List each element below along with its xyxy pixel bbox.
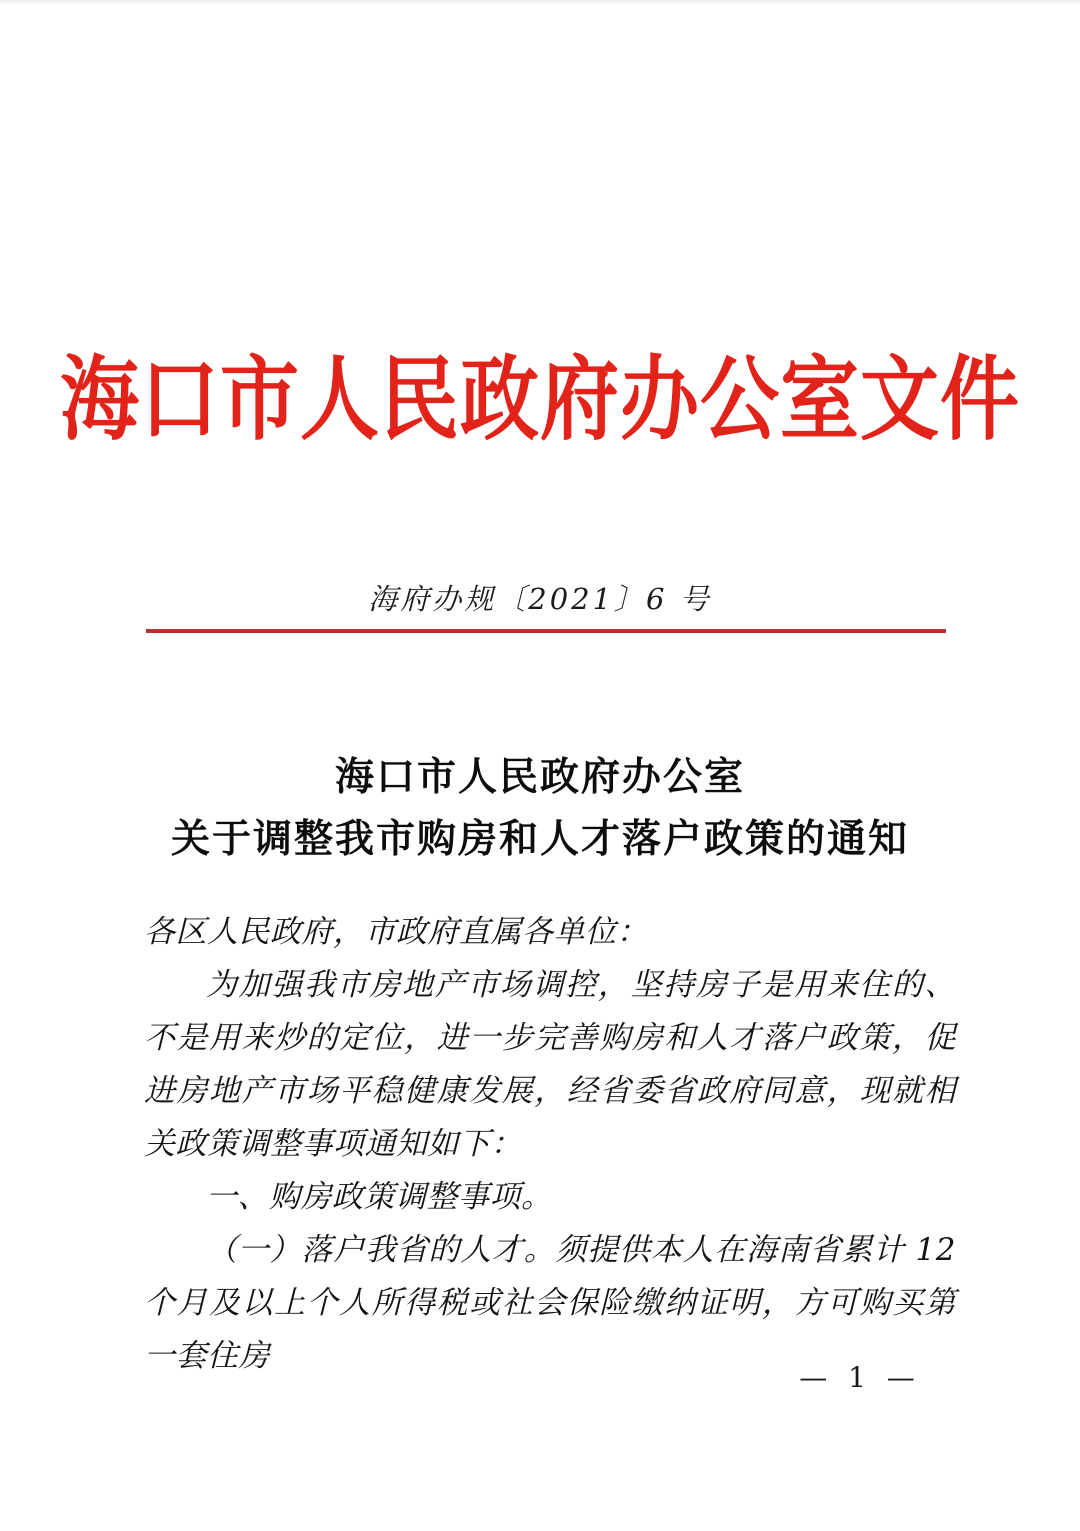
salutation: 各区人民政府，市政府直属各单位：: [144, 914, 648, 950]
red-separator-rule: [146, 629, 946, 633]
body-paragraph-2: 一、购房政策调整事项。: [206, 1179, 553, 1215]
masthead-title: 海口市人民政府办公室文件: [60, 345, 1020, 453]
page-footer: [0, 1361, 1080, 1394]
page-top-edge-band: [0, 0, 1080, 5]
document-title-line-1: 海口市人民政府办公室: [334, 754, 745, 800]
document-body: [144, 906, 967, 1383]
document-serial-number: 海府办规〔2021〕6 号: [368, 582, 712, 616]
document-title: [0, 746, 1080, 870]
body-paragraph-3: （一）落户我省的人才。须提供本人在海南省累计 12 个月及以上个人所得税或社会保险缴纳证明，方可购买第一套住房: [144, 1232, 967, 1374]
masthead: [0, 345, 1080, 453]
body-paragraph-1: 为加强我市房地产市场调控，坚持房子是用来住的、不是用来炒的定位，进一步完善购房和人才落户政策，促进房地产市场平稳健康发展，经省委省政府同意，现就相关政策调整事项通知如下：: [144, 967, 956, 1162]
page-number: — 1 —: [799, 1361, 921, 1394]
document-title-line-2: 关于调整我市购房和人才落户政策的通知: [170, 816, 909, 862]
